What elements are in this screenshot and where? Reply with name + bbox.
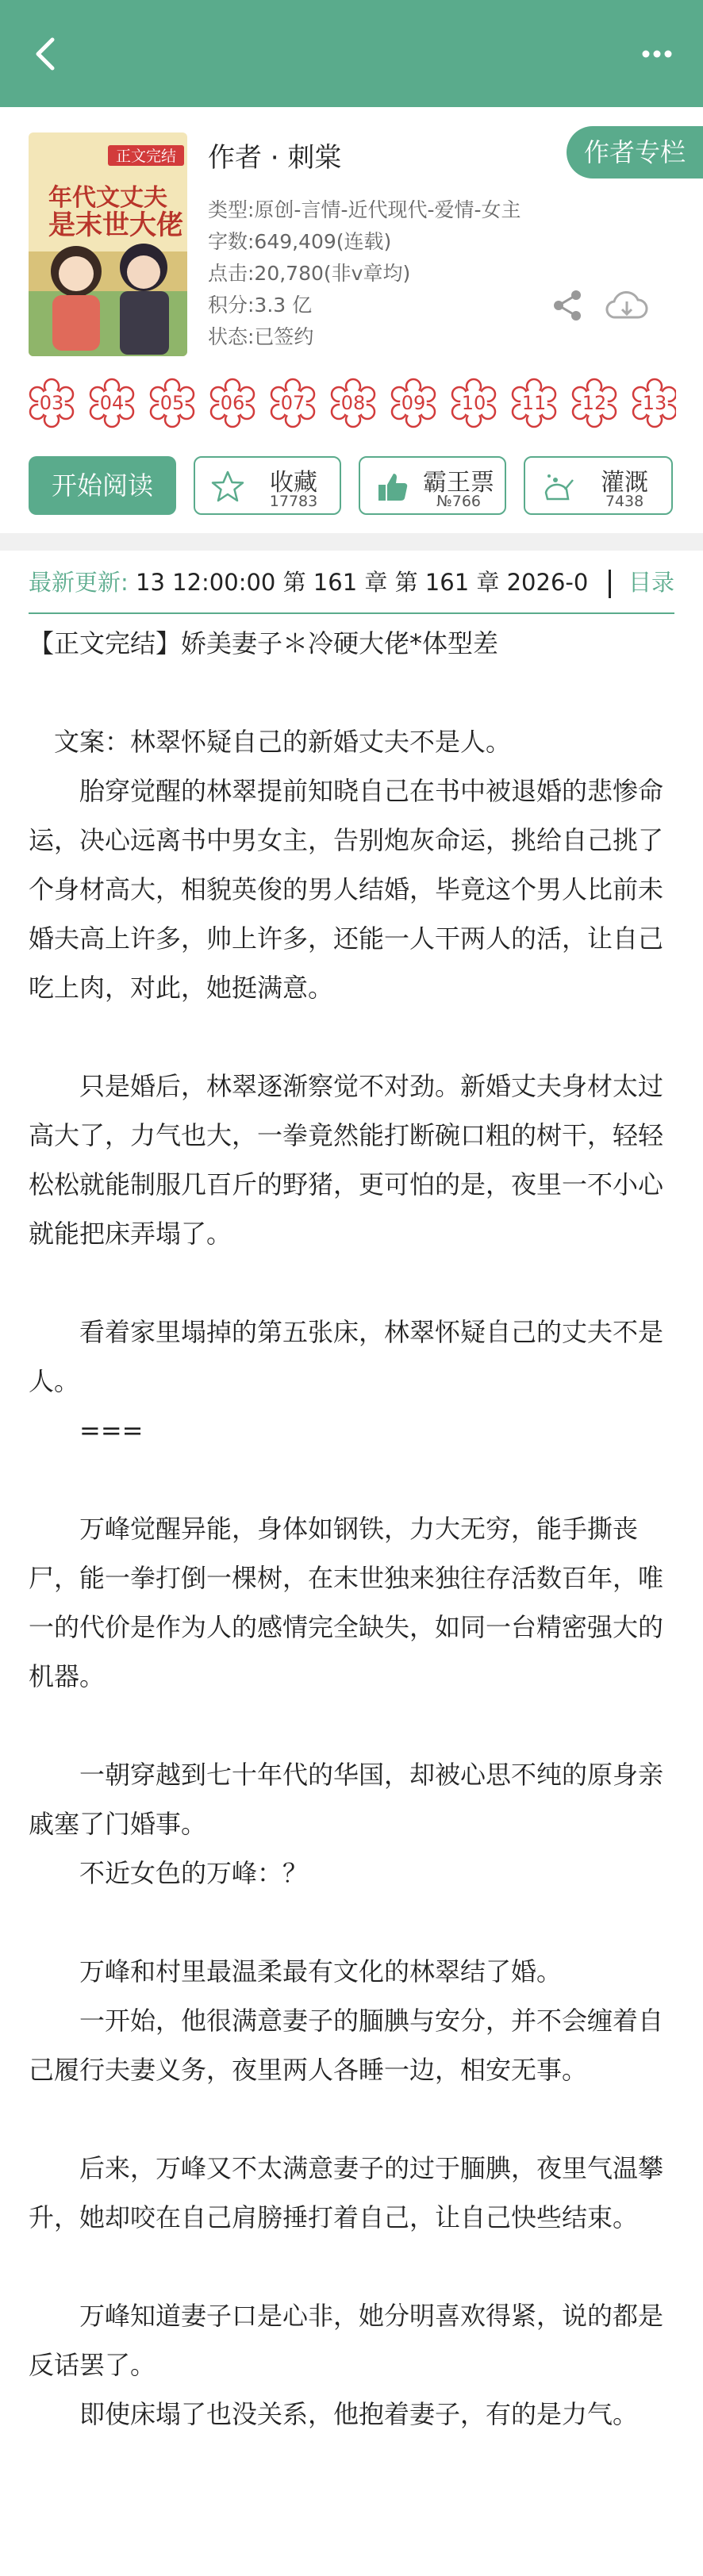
irrigate-count: 7438: [605, 493, 644, 510]
stamp-number: 13: [642, 392, 667, 414]
paragraph-gap: [29, 1455, 674, 1504]
latest-update-label: 最新更新:: [29, 569, 129, 596]
latest-update-bar[interactable]: [29, 565, 674, 614]
separator: [609, 570, 611, 598]
stamp-number: 03: [39, 392, 64, 414]
paragraph-gap: [29, 1012, 674, 1061]
back-arrow-icon[interactable]: [24, 32, 68, 76]
stamp-badge[interactable]: [387, 377, 440, 429]
paragraph-gap: [29, 1701, 674, 1750]
paragraph: 看着家里塌掉的第五张床，林翠怀疑自己的丈夫不是人。: [29, 1317, 664, 1396]
thumbs-up-icon: [375, 469, 411, 505]
paragraph: 万峰觉醒异能，身体如钢铁，力大无穷，能手撕丧尸，能一拳打倒一棵树，在末世独来独往存活数百年，唯一的代价是作为人的感情完全缺失，如同一台精密强大的机器。: [29, 1514, 664, 1691]
paragraph: 【正文完结】娇美妻子＊冷硬大佬*体型差: [29, 628, 499, 658]
stamp-badge[interactable]: [628, 377, 676, 429]
paragraph: 后来，万峰又不太满意妻子的过于腼腆，夜里气温攀升，她却咬在自己肩膀捶打着自己，让自己快些结束。: [29, 2153, 664, 2232]
stamp-badge[interactable]: [568, 377, 620, 429]
collect-button[interactable]: [194, 456, 341, 515]
bawang-label: 霸王票: [423, 469, 494, 497]
cover-illustration: [29, 132, 187, 356]
paragraph: 一朝穿越到七十年代的华国，却被心思不纯的原身亲戚塞了门婚事。: [29, 1760, 664, 1839]
book-word-count: 字数:649,409(连载): [208, 230, 392, 253]
book-score: 积分:3.3 亿: [208, 294, 313, 317]
stamp-badge[interactable]: [267, 377, 319, 429]
paragraph: ===: [29, 1415, 144, 1445]
watering-can-icon: [540, 469, 576, 505]
stamp-badge[interactable]: [25, 377, 78, 429]
star-icon: [209, 469, 246, 505]
irrigate-label: 灌溉: [601, 469, 648, 497]
stamp-number: 09: [401, 392, 426, 414]
paragraph-gap: [29, 1898, 674, 1947]
book-cover[interactable]: [29, 132, 187, 356]
svg-text:年代文丈夫: 年代文丈夫: [48, 184, 167, 212]
stamp-number: 11: [521, 392, 547, 414]
svg-text:是末世大佬: 是末世大佬: [48, 209, 183, 241]
stamp-row: [25, 377, 676, 434]
book-status: 状态:已签约: [208, 325, 314, 348]
paragraph-gap: [29, 668, 674, 717]
paragraph-gap: [29, 2094, 674, 2144]
stamp-number: 12: [582, 392, 607, 414]
section-divider: [0, 533, 703, 551]
paragraph: 胎穿觉醒的林翠提前知晓自己在书中被退婚的悲惨命运，决心远离书中男女主，告别炮灰命运，挑给自己挑了个身材高大，相貌英俊的男人结婚，毕竟这个男人比前未婚夫高上许多，帅上许多，还能一人干两人的活，让自己吃上肉，对此，她挺满意。: [29, 776, 664, 1003]
paragraph: 文案：林翠怀疑自己的新婚丈夫不是人。: [29, 727, 512, 757]
collect-label: 收藏: [270, 469, 317, 497]
paragraph-gap: [29, 1258, 674, 1307]
stamp-badge[interactable]: [508, 377, 560, 429]
stamp-number: 06: [220, 392, 245, 414]
share-icon[interactable]: [547, 286, 587, 325]
paragraph: 万峰知道妻子口是心非，她分明喜欢得紧，说的都是反话罢了。: [29, 2301, 664, 2380]
author-column-button[interactable]: 作者专栏: [567, 126, 703, 179]
download-cloud-icon[interactable]: [603, 286, 651, 325]
stamp-number: 08: [340, 392, 366, 414]
table-of-contents-link[interactable]: 目录: [616, 565, 674, 597]
bawang-count: №766: [436, 493, 482, 510]
book-type: 类型:原创-言情-近代现代-爱情-女主: [208, 198, 521, 221]
latest-update-text[interactable]: 13 12:00:00 第 161 章 第 161 章 2026-0: [136, 569, 589, 596]
irrigate-button[interactable]: [524, 456, 673, 515]
collect-count: 17783: [269, 493, 318, 510]
stamp-badge[interactable]: [86, 377, 138, 429]
stamp-badge[interactable]: [327, 377, 379, 429]
bawang-ticket-button[interactable]: [359, 456, 506, 515]
book-clicks: 点击:20,780(非v章均): [208, 262, 411, 285]
paragraph: 只是婚后，林翠逐渐察觉不对劲。新婚丈夫身材太过高大了，力气也大，一拳竟然能打断碗口粗的树干，轻轻松松就能制服几百斤的野猪，更可怕的是，夜里一不小心就能把床弄塌了。: [29, 1071, 664, 1249]
author-name[interactable]: 作者 · 刺棠: [208, 142, 342, 174]
stamp-number: 05: [159, 392, 185, 414]
book-info-panel: [0, 107, 703, 532]
paragraph: 一开始，他很满意妻子的腼腆与安分，并不会缠着自己履行夫妻义务，夜里两人各睡一边，相安无事。: [29, 2006, 664, 2085]
paragraph: 即使床塌了也没关系，他抱着妻子，有的是力气。: [29, 2399, 639, 2429]
more-dots-icon[interactable]: [635, 32, 679, 76]
start-reading-button[interactable]: 开始阅读: [29, 456, 176, 515]
paragraph: 万峰和村里最温柔最有文化的林翠结了婚。: [29, 1956, 563, 1987]
stamp-number: 10: [461, 392, 486, 414]
paragraph: 不近女色的万峰：？: [29, 1858, 309, 1888]
stamp-badge[interactable]: [448, 377, 500, 429]
stamp-number: 04: [99, 392, 125, 414]
top-bar: [0, 0, 703, 107]
stamp-badge[interactable]: [146, 377, 198, 429]
stamp-badge[interactable]: [206, 377, 259, 429]
action-bar: [0, 456, 703, 520]
stamp-number: 07: [280, 392, 305, 414]
book-description: [29, 619, 674, 2439]
paragraph-gap: [29, 2242, 674, 2291]
cover-badge: 正文完结: [115, 148, 177, 165]
